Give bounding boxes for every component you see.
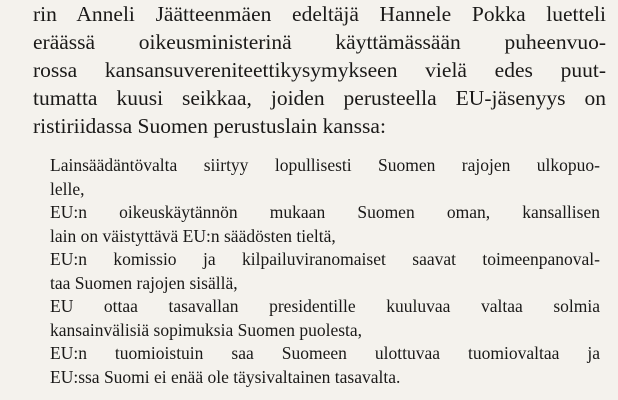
list-line: EU:ssa Suomi ei enää ole täysivaltainen tasavalta. bbox=[50, 366, 401, 387]
paragraph-line: tumatta kuusi seikkaa, joiden perusteella EU-jäsenyys on bbox=[33, 86, 606, 110]
list-line: EU:n oikeuskäytännön mukaan Suomen oman, kansallisen bbox=[50, 202, 600, 222]
list-line: EU:n tuomioistuin saa Suomeen ulottuvaa tuomiovaltaa ja bbox=[50, 343, 600, 363]
paragraph-line: rossa kansansuvereniteettikysymykseen vielä edes puut- bbox=[33, 58, 606, 82]
list-line: EU:n komissio ja kilpailuviranomaiset saavat toimeenpanoval- bbox=[50, 249, 600, 269]
body-paragraph bbox=[33, 0, 606, 140]
list-line: taa Suomen rajojen sisällä, bbox=[50, 272, 238, 293]
paragraph-line: ristiriidassa Suomen perustuslain kanssa: bbox=[33, 114, 386, 138]
list-line: lelle, bbox=[50, 178, 85, 199]
list-line: EU ottaa tasavallan presidentille kuuluvaa valtaa solmia bbox=[50, 296, 600, 316]
list-line: Lainsäädäntövalta siirtyy lopullisesti Suomen rajojen ulkopuo- bbox=[50, 155, 600, 175]
enumerated-list bbox=[50, 154, 600, 389]
list-line: kansainvälisiä sopimuksia Suomen puolesta, bbox=[50, 319, 363, 340]
paragraph-line: rin Anneli Jäätteenmäen edeltäjä Hannele Pokka luetteli bbox=[33, 2, 606, 26]
list-line: lain on väistyttävä EU:n säädösten tieltä, bbox=[50, 225, 336, 246]
paragraph-line: eräässä oikeusministerinä käyttämässään puheenvuo- bbox=[33, 30, 606, 54]
